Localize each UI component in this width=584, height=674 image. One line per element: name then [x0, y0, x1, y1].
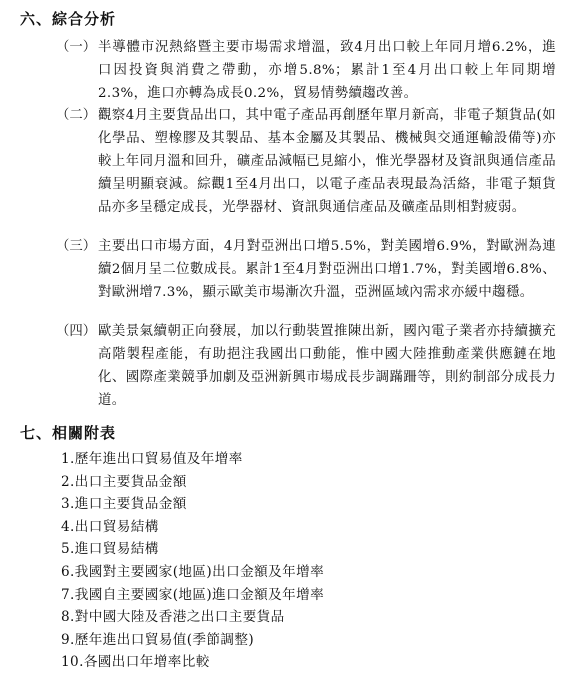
analysis-item-2-text: 觀察4月主要貨品出口，其中電子產品再創歷年單月新高，非電子類貨品(如化學品、塑橡膠及其製品、基本金屬及其製品、機械與交通運輸設備等)亦較上年同月溫和回升，礦產品減幅已見縮小，惟光學器材及資訊與通信產品續呈明顯衰減。綜觀1至4月出口，以電子產品表現最為活絡，非電子類貨品亦多呈穩定成長，光學器材、資訊與通信產品及礦產品則相對疲弱。: [98, 108, 556, 215]
appendix-item: 10.各國出口年增率比較: [61, 654, 210, 671]
appendix-item: 6.我國對主要國家(地區)出口金額及年增率: [61, 563, 325, 580]
analysis-item-3: [56, 235, 556, 304]
analysis-item-4-number: （四）: [56, 324, 97, 339]
analysis-item-1-number: （一）: [56, 40, 97, 55]
analysis-item-3-number: （三）: [56, 239, 97, 254]
analysis-item-1-text: 半導體市況熱絡暨主要市場需求增溫，致4月出口較上年同月增6.2%，進口因投資與消費之帶動，亦增5.8%；累計1至4月出口較上年同期增2.3%，進口亦轉為成長0.2%，貿易情勢續趨改善。: [98, 40, 556, 101]
appendix-item: 3.進口主要貨品金額: [61, 496, 187, 513]
analysis-item-4-text: 歐美景氣續朝正向發展，加以行動裝置推陳出新，國內電子業者亦持續擴充高階製程產能，有助挹注我國出口動能，惟中國大陸推動產業供應鏈在地化、國際產業競爭加劇及亞洲新興市場成長步調蹣跚等，則約制部分成長力道。: [98, 324, 556, 408]
analysis-item-1: [56, 36, 556, 105]
analysis-item-4: [56, 320, 556, 412]
appendix-table-list: [61, 448, 324, 674]
appendix-item: 1.歷年進出口貿易值及年增率: [61, 451, 243, 467]
analysis-item-2: [56, 104, 556, 219]
appendix-item: 8.對中國大陸及香港之出口主要貨品: [61, 609, 285, 626]
appendix-item: 4.出口貿易結構: [61, 518, 159, 535]
analysis-item-2-number: （二）: [56, 108, 97, 123]
appendix-item: 5.進口貿易結構: [61, 541, 159, 558]
appendix-item: 2.出口主要貨品金額: [61, 473, 187, 490]
section-7-title: 七、相關附表: [20, 424, 117, 442]
appendix-item: 9.歷年進出口貿易值(季節調整): [61, 631, 255, 648]
appendix-item: 7.我國自主要國家(地區)進口金額及年增率: [61, 586, 325, 603]
section-6-title: 六、綜合分析: [20, 10, 117, 28]
analysis-item-3-text: 主要出口市場方面，4月對亞洲出口增5.5%，對美國增6.9%，對歐洲為連續2個月呈二位數成長。累計1至4月對亞洲出口增1.7%，對美國增6.8%、對歐洲增7.3%，顯示歐美市場漸次升溫，亞洲區域內需求亦緩中趨穩。: [98, 239, 556, 300]
